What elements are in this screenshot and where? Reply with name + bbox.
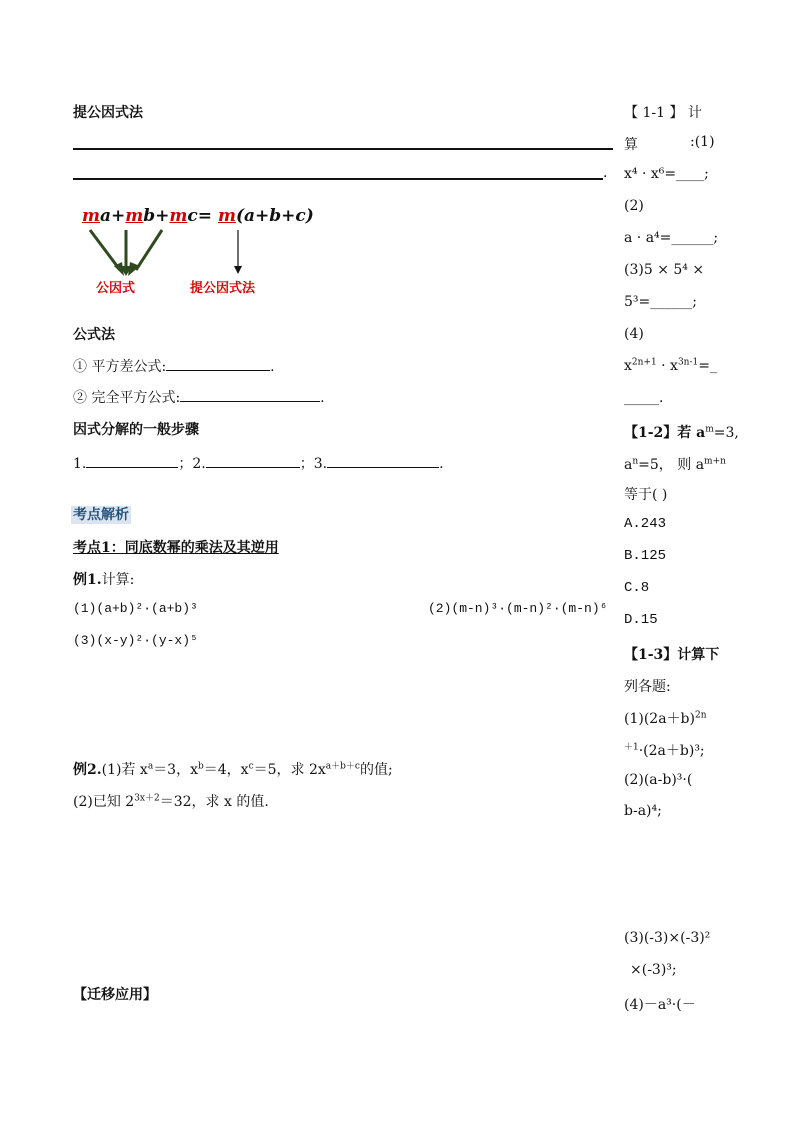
r-1-1-title: 【 1-1 】 计 — [624, 105, 702, 121]
r-line19: b-a)⁴; — [624, 803, 662, 819]
r-line17 — [624, 740, 705, 760]
r-1-3-title: 【1-3】计算下 — [624, 647, 720, 663]
r-line4: (2) — [624, 198, 644, 214]
diagram-arrows — [80, 204, 320, 284]
m-term-1: m — [82, 206, 100, 226]
r9-part1: x — [624, 358, 632, 374]
ex2-q1-sup4: a＋b＋c — [325, 761, 360, 772]
ex1-line — [73, 569, 134, 589]
blank-line-1[interactable] — [73, 148, 613, 150]
r11-part1: 【1-2】若 a — [624, 425, 706, 441]
r-line2a: 算 — [624, 137, 638, 153]
r-line10: _____. — [624, 390, 664, 406]
ex1-text: 计算: — [101, 572, 135, 588]
ex2-q1 — [73, 759, 393, 779]
arrow-1 — [90, 230, 120, 270]
blank-pingfangcha[interactable] — [166, 356, 270, 371]
r9-sup1: 2n+1 — [631, 357, 657, 368]
r9-sup2: 3n-1 — [677, 357, 699, 368]
ex1-q2: (2)(m-n)³·(m-n)²·(m-n)⁶ — [428, 601, 608, 616]
ex1-title: 例1. — [73, 572, 102, 588]
r-line21: ×(-3)³; — [630, 962, 677, 978]
ex1-q1: (1)(a+b)²·(a+b)³ — [73, 601, 198, 616]
step-end: . — [439, 456, 444, 472]
blank-step2[interactable] — [206, 453, 300, 468]
blank-line-2[interactable] — [73, 178, 603, 180]
r-line9 — [624, 358, 717, 374]
blank-step3[interactable] — [327, 453, 439, 468]
blank-wanquanpingfang[interactable] — [180, 387, 320, 402]
item1-end: . — [270, 359, 275, 375]
option-d[interactable]: D.15 — [624, 612, 658, 628]
heading-general-steps: 因式分解的一般步骤 — [73, 422, 199, 438]
ex2-q2 — [73, 791, 269, 811]
r-line22: (4)－a³·(－ — [624, 997, 696, 1013]
section-tag-text: 考点解析 — [73, 507, 129, 523]
label-gongyinshi: 公因式 — [96, 281, 136, 296]
step1-label: 1. — [73, 456, 87, 472]
label-ti-gongyinshi-fa: 提公因式法 — [190, 281, 256, 296]
r-line18: (2)(a-b)³·( — [624, 772, 693, 788]
item-pingfangcha — [73, 356, 275, 376]
ex2-title: 例2. — [73, 762, 102, 778]
transfer-heading: 【迁移应用】 — [73, 987, 157, 1003]
ex2-q1-part2: ＝3，x — [153, 762, 198, 778]
r-line7: 5³=______; — [624, 294, 697, 310]
m-term-3: m — [169, 206, 188, 226]
r-line2b: :(1) — [690, 134, 715, 150]
r-line6: (3)5 × 5⁴ × — [624, 262, 705, 278]
r12-part2: =5， 则 a — [638, 457, 705, 473]
step2-label: ；2. — [178, 456, 206, 472]
ex2-q1-part3: ＝4，x — [203, 762, 249, 778]
r12-sup2: m+n — [704, 456, 726, 467]
r-line8: (4) — [624, 326, 644, 342]
heading-ti-gongyinshi: 提公因式法 — [73, 105, 143, 121]
ex2-q1-sup1: a — [147, 761, 154, 772]
ex2-q1-sup3: c — [248, 761, 254, 772]
r11-sup: m — [705, 424, 714, 435]
section-tag — [71, 504, 131, 524]
item2-label: 完全平方公式: — [91, 390, 181, 406]
ex2-q1-part1: (1)若 x — [101, 762, 148, 778]
r-line16 — [624, 708, 707, 728]
r9-part2: · x — [656, 358, 678, 374]
r16-part1: (1)(2a＋b) — [624, 711, 695, 727]
ex2-q2-part1: (2)已知 2 — [73, 794, 135, 810]
r17-part1: ·(2a＋b)³; — [638, 743, 705, 759]
ex2-q1-part5: 的值; — [359, 762, 393, 778]
step3-label: ；3. — [299, 456, 328, 472]
b-term: b+ — [143, 206, 170, 226]
ex2-q1-sup2: b — [198, 761, 204, 772]
option-a[interactable]: A.243 — [624, 516, 667, 532]
r-line5: a · a⁴=______; — [624, 230, 719, 246]
ex2-q2-part2: ＝32，求 x 的值. — [159, 794, 269, 810]
ex2-q1-part4: ＝5，求 2x — [253, 762, 326, 778]
kp1-title: 考点1：同底数幂的乘法及其逆用 — [73, 540, 279, 556]
item2-num: ② — [73, 390, 87, 406]
arrow-3 — [136, 230, 162, 270]
ex2-q2-sup: 3x＋2 — [134, 793, 160, 804]
blank-step1[interactable] — [86, 453, 178, 468]
m-term-2: m — [125, 206, 144, 226]
item1-label: 平方差公式: — [91, 359, 167, 375]
r17-sup: ＋1 — [624, 742, 639, 753]
r11-part2: =3, — [713, 425, 739, 441]
a-term: a+ — [100, 206, 126, 226]
factor-diagram — [80, 204, 320, 299]
paren-term: (a+b+c) — [235, 206, 314, 226]
item2-end: . — [320, 390, 325, 406]
r-1-2-title — [624, 422, 739, 442]
option-c[interactable]: C.8 — [624, 580, 650, 596]
heading-gongshifa: 公式法 — [73, 327, 115, 343]
m-term-4: m — [217, 206, 236, 226]
r-line20: (3)(-3)×(-3)² — [624, 930, 711, 946]
option-b[interactable]: B.125 — [624, 548, 667, 564]
r12-part1: a — [624, 457, 633, 473]
r16-sup: 2n — [694, 710, 707, 721]
r9-part3: =_ — [698, 358, 717, 374]
c-term: c= — [187, 206, 213, 226]
item-wanquanpingfang — [73, 387, 325, 407]
ex1-q3: (3)(x-y)²·(y-x)⁵ — [73, 633, 198, 648]
item1-num: ① — [73, 359, 87, 375]
r-line13: 等于( ) — [624, 487, 668, 503]
blank-line-2-period: . — [603, 165, 608, 181]
r-line3: x⁴ · x⁶=____; — [624, 166, 709, 182]
r-line12 — [624, 454, 726, 474]
r12-sup1: n — [632, 456, 639, 467]
steps-line — [73, 453, 444, 473]
r-line15: 列各题: — [624, 679, 671, 695]
